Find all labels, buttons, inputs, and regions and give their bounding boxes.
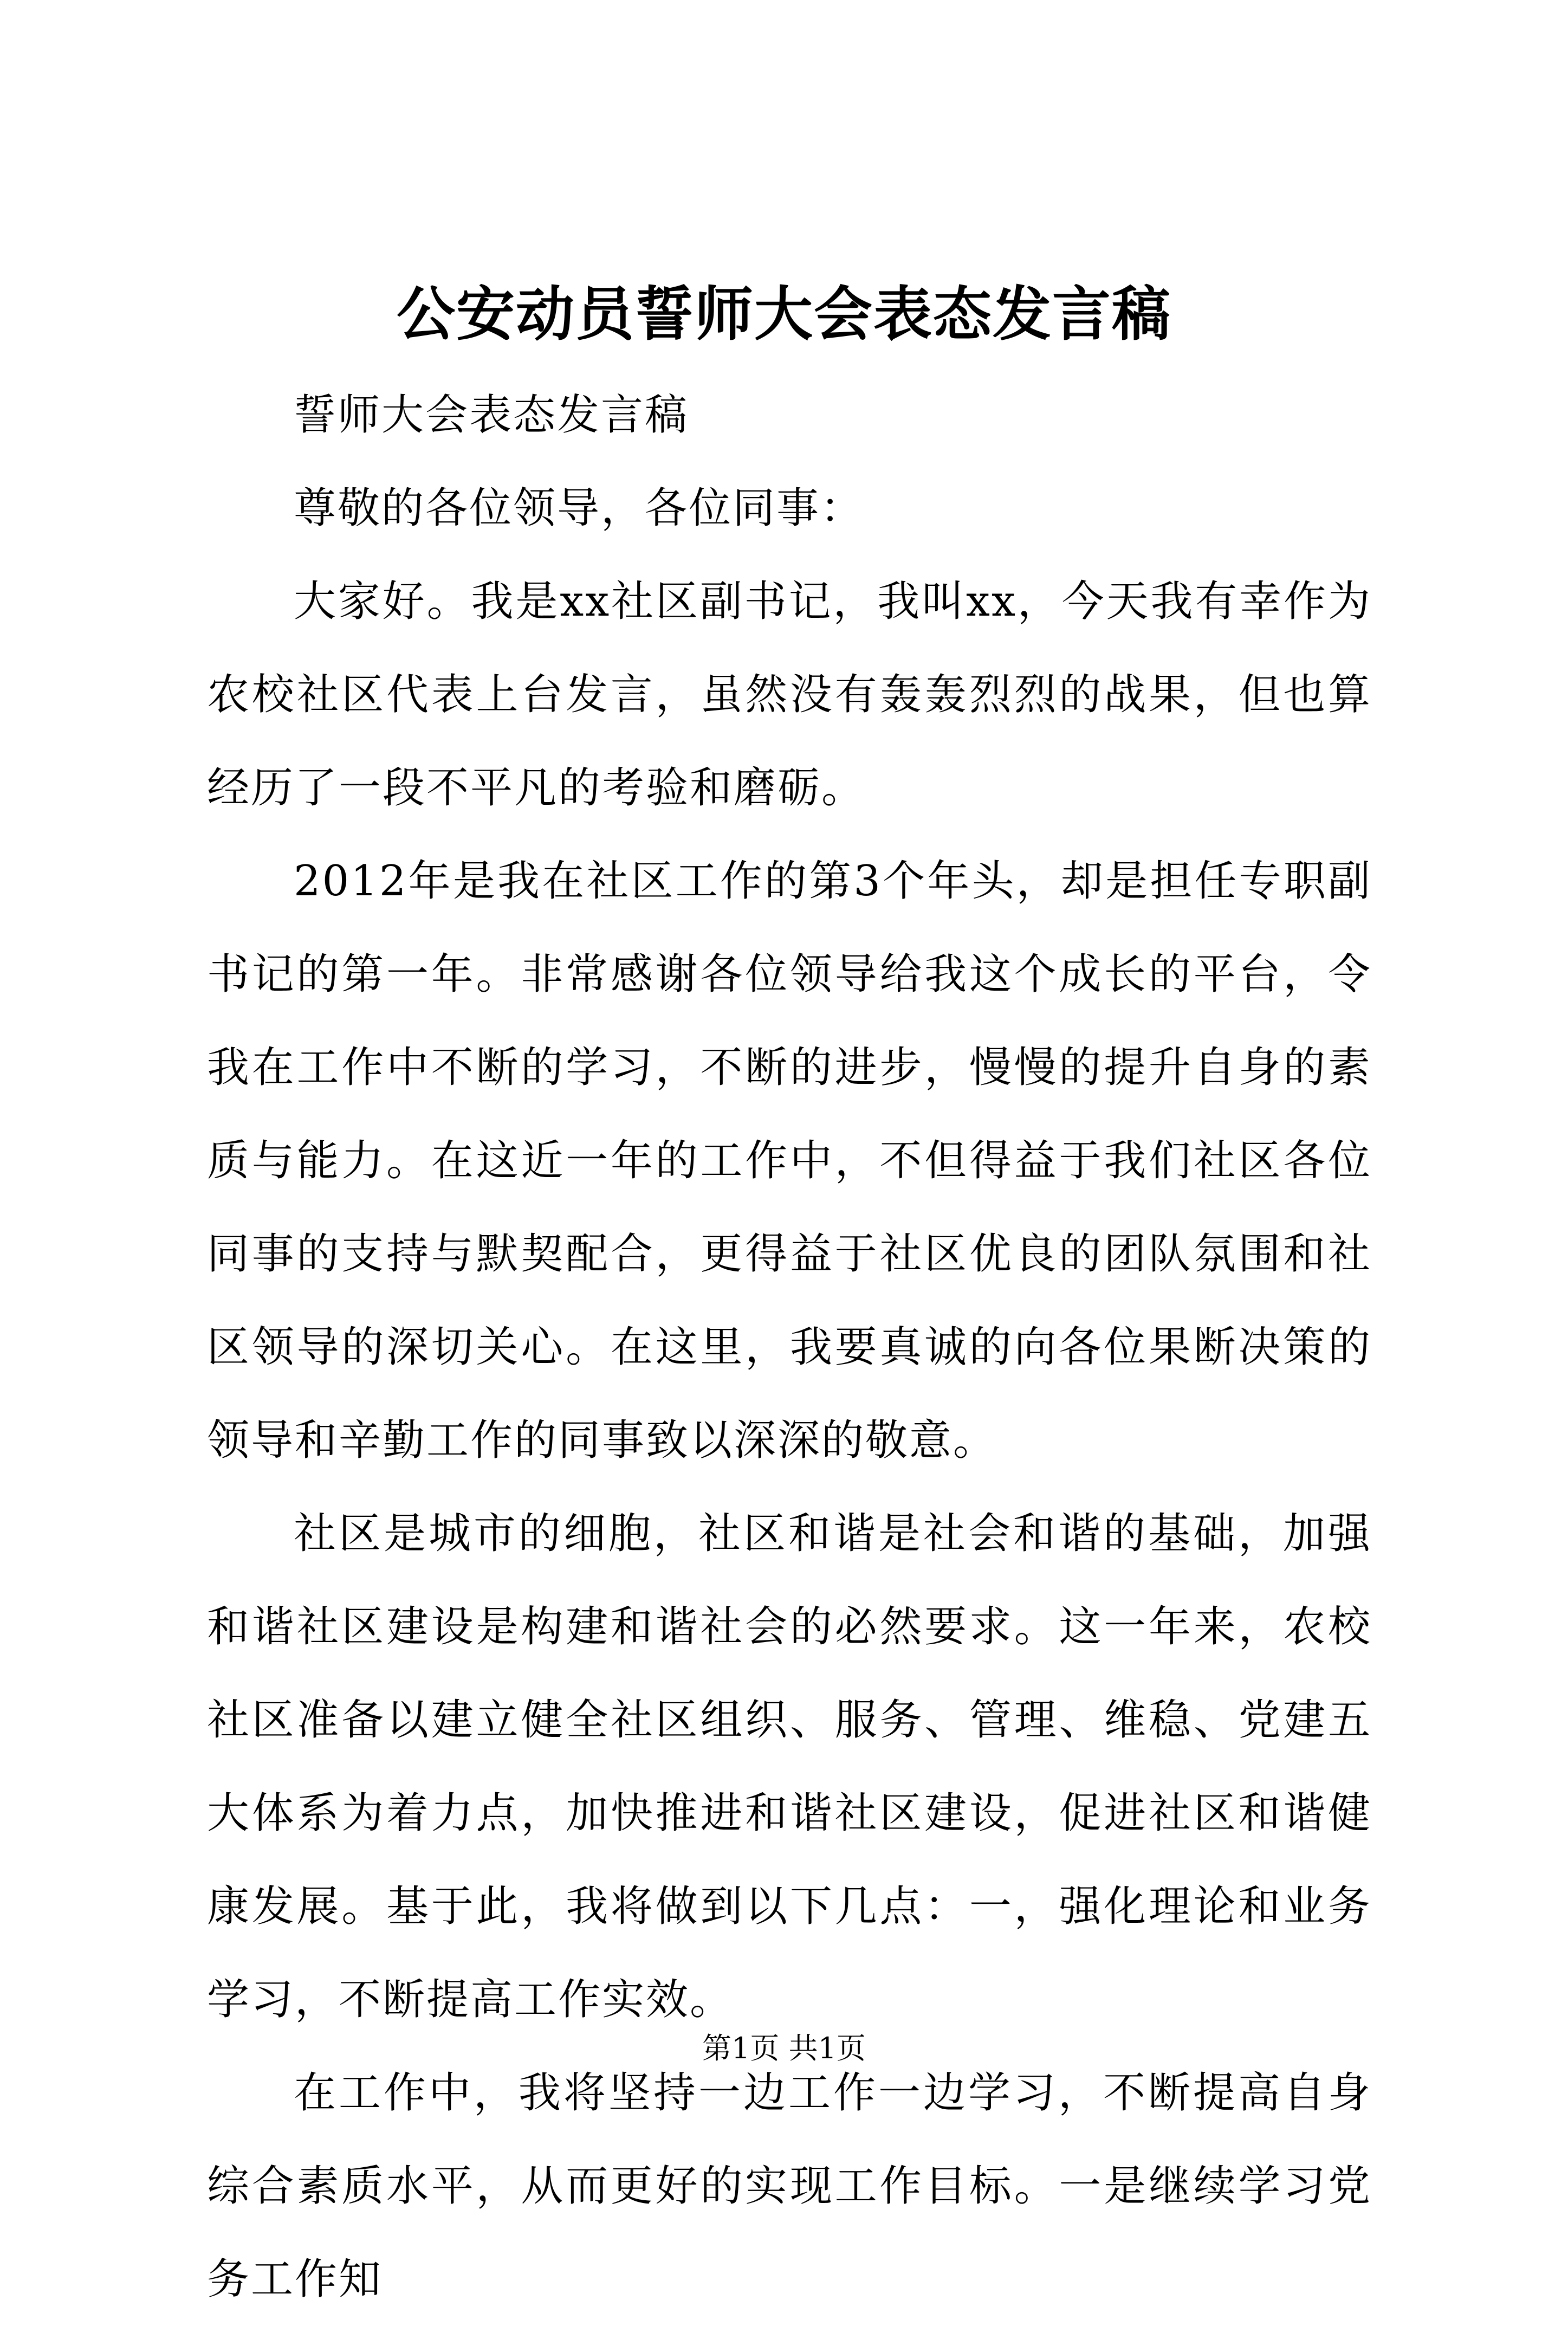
paragraph-community-harmony: 社区是城市的细胞，社区和谐是社会和谐的基础，加强和谐社区建设是构建和谐社会的必然要求。这一年来，农校社区准备以建立健全社区组织、服务、管理、维稳、党建五大体系为着力点，加快推进和谐社区建设，促进社区和谐健康发展。基于此，我将做到以下几点：一，强化理论和业务学习，不断提高工作实效。 [207,1509,1372,2024]
paragraph-subtitle: 誓师大会表态发言稿 [294,391,689,440]
paragraph-learning: 在工作中，我将坚持一边工作一边学习，不断提高自身综合素质水平，从而更好的实现工作目标。一是继续学习党务工作知 [207,2069,1372,2304]
paragraph-greeting: 大家好。我是xx社区副书记，我叫xx，今天我有幸作为农校社区代表上台发言，虽然没有轰轰烈烈的战果，但也算经历了一段不平凡的考验和磨砺。 [207,577,1372,812]
paragraph-2012-review: 2012年是我在社区工作的第3个年头，却是担任专职副书记的第一年。非常感谢各位领导给我这个成长的平台，令我在工作中不断的学习，不断的进步，慢慢的提升自身的素质与能力。在这近一年的工作中，不但得益于我们社区各位同事的支持与默契配合，更得益于社区优良的团队氛围和社区领导的深切关心。在这里，我要真诚的向各位果断决策的领导和辛勤工作的同事致以深深的敬意。 [207,857,1372,1465]
paragraph-salutation: 尊敬的各位领导，各位同事： [294,484,865,533]
document-title: 公安动员誓师大会表态发言稿 [396,280,1171,348]
page-footer: 第1页 共1页 [702,2031,866,2065]
